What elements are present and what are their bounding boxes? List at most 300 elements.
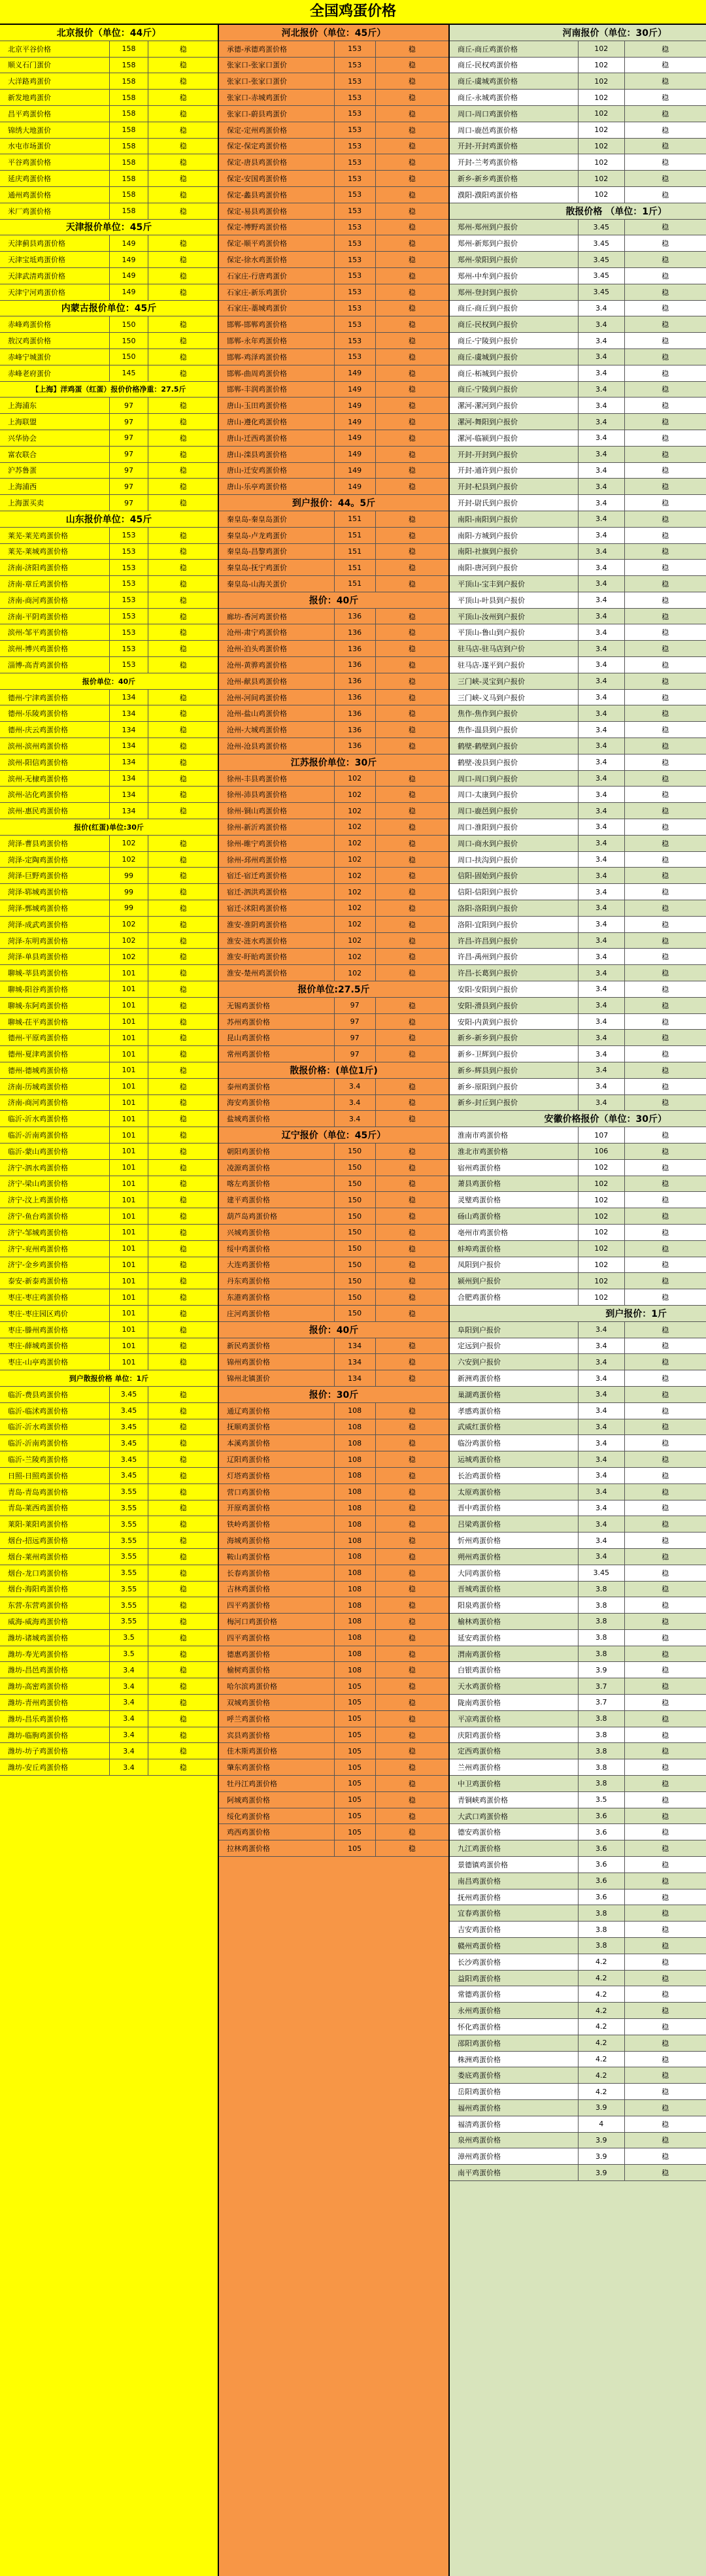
market-name: 潍坊-青州鸡蛋价格	[8, 1698, 68, 1707]
price-row	[219, 1614, 448, 1630]
price-value: 153	[334, 106, 375, 122]
price-row	[450, 479, 706, 495]
market-name: 唐山-迁安鸡蛋价格	[227, 466, 287, 475]
price-value: 102	[578, 1160, 624, 1176]
market-name: 新发地鸡蛋价	[8, 93, 51, 103]
market-name: 六安到户报价	[458, 1358, 501, 1367]
market-name: 滨州-沾化鸡蛋价格	[8, 790, 68, 800]
price-value: 158	[109, 41, 148, 57]
market-name: 德州-庆云鸡蛋价格	[8, 726, 68, 735]
market-name: 长春鸡蛋价格	[227, 1568, 270, 1578]
trend-label: 稳	[375, 1419, 448, 1435]
trend-label: 稳	[148, 900, 218, 916]
market-name: 常德鸡蛋价格	[458, 1990, 501, 1999]
trend-label: 稳	[624, 171, 706, 186]
price-row	[0, 1614, 218, 1630]
market-name: 济南-商河鸡蛋价格	[8, 1098, 68, 1108]
market-name: 阿城鸡蛋价格	[227, 1795, 270, 1805]
price-value: 151	[334, 528, 375, 543]
trend-label: 稳	[148, 252, 218, 267]
price-row	[450, 1582, 706, 1598]
price-value: 153	[334, 58, 375, 73]
trend-label: 稳	[624, 754, 706, 770]
price-row	[450, 609, 706, 625]
price-value: 4.2	[578, 2003, 624, 2018]
market-name: 平顶山-叶县到户报价	[458, 596, 525, 605]
market-name: 牡丹江鸡蛋价格	[227, 1779, 277, 1788]
price-row	[0, 705, 218, 722]
price-row	[450, 139, 706, 155]
price-value: 101	[109, 1062, 148, 1078]
market-name: 聊城-茌平鸡蛋价格	[8, 1017, 68, 1026]
market-name: 太原鸡蛋价格	[458, 1487, 501, 1497]
price-value: 102	[578, 122, 624, 138]
market-name: 邯郸-曲周鸡蛋价格	[227, 369, 287, 378]
trend-label: 稳	[375, 705, 448, 721]
market-name: 昆山鸡蛋价格	[227, 1034, 270, 1043]
price-value: 3.4	[578, 544, 624, 560]
price-value: 3.8	[578, 1646, 624, 1662]
trend-label: 稳	[375, 1533, 448, 1548]
price-value: 3.4	[578, 981, 624, 997]
price-row	[0, 609, 218, 625]
market-name: 济南-历城鸡蛋价格	[8, 1082, 68, 1091]
price-row	[219, 1484, 448, 1500]
price-row	[0, 576, 218, 592]
price-value: 102	[334, 884, 375, 900]
market-name: 赤峰老府蛋价	[8, 369, 51, 378]
trend-label: 稳	[375, 528, 448, 543]
market-name: 商丘-永城鸡蛋价格	[458, 93, 518, 103]
price-row	[219, 447, 448, 463]
price-value: 4.2	[578, 2052, 624, 2067]
price-value: 3.5	[109, 1630, 148, 1646]
price-row	[450, 511, 706, 528]
price-row	[219, 1840, 448, 1857]
price-value: 3.45	[109, 1435, 148, 1451]
price-value: 134	[109, 690, 148, 705]
trend-label: 稳	[624, 544, 706, 560]
trend-label: 稳	[148, 1127, 218, 1143]
price-row	[450, 1257, 706, 1274]
price-value: 3.4	[578, 365, 624, 381]
market-name: 郑州-新郑到户报价	[458, 239, 518, 248]
price-row	[219, 1500, 448, 1517]
market-name: 周口-商水到户报价	[458, 839, 518, 848]
market-name: 济南-商河鸡蛋价格	[8, 596, 68, 605]
trend-label: 稳	[148, 1176, 218, 1192]
price-row	[219, 836, 448, 852]
trend-label: 稳	[148, 544, 218, 560]
price-row	[0, 1257, 218, 1274]
trend-label: 稳	[148, 1468, 218, 1483]
price-row	[450, 301, 706, 317]
price-value: 108	[334, 1565, 375, 1581]
price-row	[219, 252, 448, 268]
trend-label: 稳	[375, 1630, 448, 1646]
price-value: 150	[334, 1306, 375, 1321]
market-name: 上海浦东	[8, 401, 37, 411]
trend-label: 稳	[624, 511, 706, 527]
price-row	[450, 1160, 706, 1176]
market-name: 沧州-大城鸡蛋价格	[227, 726, 287, 735]
trend-label: 稳	[624, 1338, 706, 1354]
price-value: 101	[109, 1160, 148, 1176]
price-row	[0, 1549, 218, 1565]
trend-label: 稳	[148, 1662, 218, 1678]
trend-label: 稳	[148, 933, 218, 949]
price-value: 101	[109, 965, 148, 981]
trend-label: 稳	[624, 657, 706, 673]
price-value: 3.45	[109, 1419, 148, 1435]
price-value: 108	[334, 1484, 375, 1500]
trend-label: 稳	[624, 1273, 706, 1289]
market-name: 天津蓟县鸡蛋价格	[8, 239, 65, 248]
price-row	[219, 1338, 448, 1355]
trend-label: 稳	[624, 1079, 706, 1094]
price-row	[450, 998, 706, 1014]
price-row	[450, 1678, 706, 1695]
market-name: 许昌-许昌到户报价	[458, 936, 518, 945]
price-row	[450, 1079, 706, 1095]
price-value: 158	[109, 171, 148, 186]
price-row	[219, 1743, 448, 1759]
trend-label: 稳	[148, 1306, 218, 1321]
price-row	[0, 1241, 218, 1257]
price-value: 102	[334, 868, 375, 883]
price-value: 101	[109, 1257, 148, 1273]
trend-label: 稳	[375, 722, 448, 737]
trend-label: 稳	[375, 1176, 448, 1192]
trend-label: 稳	[148, 203, 218, 219]
trend-label: 稳	[624, 1954, 706, 1970]
price-value: 3.55	[109, 1614, 148, 1629]
trend-label: 稳	[375, 1840, 448, 1856]
market-name: 四平鸡蛋价格	[227, 1633, 270, 1642]
trend-label: 稳	[375, 252, 448, 267]
trend-label: 稳	[624, 268, 706, 284]
price-value: 3.4	[578, 690, 624, 705]
trend-label: 稳	[375, 1111, 448, 1127]
price-value: 134	[109, 722, 148, 737]
price-value: 3.6	[578, 1890, 624, 1905]
price-row	[219, 673, 448, 690]
price-value: 3.5	[109, 1646, 148, 1662]
price-value: 153	[334, 73, 375, 89]
market-name: 丹东鸡蛋价格	[227, 1277, 270, 1286]
price-value: 3.4	[578, 528, 624, 543]
market-name: 本溪鸡蛋价格	[227, 1439, 270, 1448]
price-row	[450, 1046, 706, 1062]
price-value: 3.4	[578, 868, 624, 883]
market-name: 榆树鸡蛋价格	[227, 1666, 270, 1675]
price-row	[0, 235, 218, 252]
market-name: 济南-济阳鸡蛋价格	[8, 564, 68, 573]
market-name: 德州-平原鸡蛋价格	[8, 1034, 68, 1043]
trend-label: 稳	[148, 1630, 218, 1646]
market-name: 漯河-临颍到户报价	[458, 433, 518, 443]
price-row	[219, 787, 448, 803]
market-name: 鹤壁-鹤壁到户报价	[458, 741, 518, 751]
price-value: 101	[109, 1079, 148, 1094]
trend-label: 稳	[148, 139, 218, 154]
price-row	[450, 576, 706, 592]
price-row	[0, 349, 218, 365]
price-row	[219, 657, 448, 673]
price-row	[0, 1338, 218, 1355]
trend-label: 稳	[148, 1030, 218, 1045]
section-header: 报价：40斤	[219, 1322, 448, 1338]
price-value: 150	[334, 1160, 375, 1176]
price-value: 150	[334, 1176, 375, 1192]
price-row	[0, 1030, 218, 1046]
price-value: 136	[334, 641, 375, 656]
trend-label: 稳	[375, 414, 448, 430]
market-name: 济南-平阴鸡蛋价格	[8, 612, 68, 621]
price-row	[219, 382, 448, 398]
trend-label: 稳	[375, 90, 448, 105]
trend-label: 稳	[624, 220, 706, 235]
trend-label: 稳	[148, 398, 218, 413]
price-row	[450, 917, 706, 933]
trend-label: 稳	[375, 106, 448, 122]
trend-label: 稳	[375, 1208, 448, 1224]
price-value: 3.4	[578, 1387, 624, 1402]
price-value: 102	[578, 106, 624, 122]
price-value: 158	[109, 90, 148, 105]
trend-label: 稳	[624, 1500, 706, 1516]
price-value: 3.6	[578, 1857, 624, 1873]
price-row	[450, 2035, 706, 2052]
price-row	[0, 1289, 218, 1306]
market-name: 宜春鸡蛋价格	[458, 1909, 501, 1918]
trend-label: 稳	[375, 463, 448, 479]
price-row	[450, 1695, 706, 1711]
price-row	[0, 1759, 218, 1776]
trend-label: 稳	[375, 1338, 448, 1354]
price-row	[0, 657, 218, 673]
trend-label: 稳	[375, 398, 448, 413]
market-name: 商丘-商丘鸡蛋价格	[458, 44, 518, 54]
price-value: 102	[334, 917, 375, 932]
trend-label: 稳	[148, 981, 218, 997]
trend-label: 稳	[624, 1403, 706, 1419]
price-row	[219, 235, 448, 252]
market-name: 邯郸-鸡泽鸡蛋价格	[227, 352, 287, 362]
price-value: 102	[578, 90, 624, 105]
price-value: 3.55	[109, 1500, 148, 1516]
price-row	[0, 1306, 218, 1322]
price-row	[219, 609, 448, 625]
price-row	[0, 1095, 218, 1111]
market-name: 潍坊-高密鸡蛋价格	[8, 1682, 68, 1691]
price-value: 3.8	[578, 1630, 624, 1646]
price-row	[0, 1533, 218, 1549]
market-name: 平顶山-汝州到户报价	[458, 612, 525, 621]
price-value: 102	[578, 1192, 624, 1208]
market-name: 兴华协会	[8, 433, 37, 443]
price-value: 153	[109, 544, 148, 560]
market-name: 常州鸡蛋价格	[227, 1050, 270, 1059]
price-value: 3.8	[578, 1922, 624, 1937]
trend-label: 稳	[624, 2116, 706, 2132]
market-name: 大洋路鸡蛋价	[8, 77, 51, 86]
price-value: 4.2	[578, 2084, 624, 2099]
price-row	[219, 933, 448, 949]
price-row	[0, 1743, 218, 1759]
price-value: 3.9	[578, 2100, 624, 2116]
price-value: 3.45	[578, 284, 624, 300]
trend-label: 稳	[624, 2019, 706, 2035]
trend-label: 稳	[375, 1306, 448, 1321]
market-name: 凌源鸡蛋价格	[227, 1163, 270, 1172]
market-name: 德州-夏津鸡蛋价格	[8, 1050, 68, 1059]
price-value: 102	[334, 787, 375, 802]
trend-label: 稳	[148, 365, 218, 381]
price-value: 3.4	[578, 705, 624, 721]
market-name: 天津宝坻鸡蛋价格	[8, 256, 65, 265]
trend-label: 稳	[624, 447, 706, 462]
section-header: 河南报价（单位：30斤）	[450, 25, 706, 41]
price-value: 150	[334, 1273, 375, 1289]
price-row	[219, 1241, 448, 1257]
trend-label: 稳	[148, 1225, 218, 1240]
trend-label: 稳	[624, 1759, 706, 1775]
trend-label: 稳	[624, 787, 706, 802]
price-value: 105	[334, 1711, 375, 1727]
price-value: 3.8	[578, 1938, 624, 1954]
trend-label: 稳	[624, 900, 706, 916]
price-value: 3.6	[578, 1840, 624, 1856]
price-value: 3.4	[578, 1451, 624, 1467]
price-value: 3.4	[109, 1695, 148, 1710]
price-row	[450, 1127, 706, 1144]
trend-label: 稳	[624, 771, 706, 787]
price-row	[219, 1792, 448, 1808]
price-value: 3.6	[578, 1824, 624, 1840]
trend-label: 稳	[148, 187, 218, 203]
market-name: 唐山-迁西鸡蛋价格	[227, 433, 287, 443]
price-value: 134	[334, 1370, 375, 1386]
price-value: 4.2	[578, 1954, 624, 1970]
price-value: 108	[334, 1630, 375, 1646]
price-value: 3.4	[578, 511, 624, 527]
market-name: 通辽鸡蛋价格	[227, 1406, 270, 1415]
market-name: 洛阳-洛阳到户报价	[458, 904, 518, 913]
trend-label: 稳	[375, 1403, 448, 1419]
price-value: 101	[109, 1208, 148, 1224]
price-value: 3.4	[109, 1759, 148, 1775]
trend-label: 稳	[148, 1144, 218, 1159]
price-value: 3.4	[578, 1095, 624, 1111]
price-row	[450, 1273, 706, 1289]
price-row	[450, 1451, 706, 1468]
market-name: 邯郸-丰润鸡蛋价格	[227, 385, 287, 394]
trend-label: 稳	[375, 560, 448, 575]
price-value: 153	[334, 154, 375, 170]
market-name: 新洲鸡蛋价格	[458, 1374, 501, 1383]
trend-label: 稳	[624, 2035, 706, 2051]
trend-label: 稳	[148, 1014, 218, 1030]
trend-label: 稳	[624, 641, 706, 656]
price-value: 153	[334, 284, 375, 300]
price-value: 97	[334, 998, 375, 1013]
trend-label: 稳	[624, 624, 706, 640]
price-row	[450, 657, 706, 673]
trend-label: 稳	[148, 560, 218, 575]
trend-label: 稳	[148, 998, 218, 1013]
trend-label: 稳	[375, 203, 448, 219]
market-name: 洛阳-宜阳到户报价	[458, 920, 518, 929]
market-name: 烟台-招远鸡蛋价格	[8, 1536, 68, 1545]
market-name: 烟台-海阳鸡蛋价格	[8, 1585, 68, 1594]
market-name: 通州鸡蛋价格	[8, 190, 51, 199]
trend-label: 稳	[148, 1095, 218, 1111]
price-value: 3.4	[578, 609, 624, 624]
trend-label: 稳	[148, 1614, 218, 1629]
price-value: 3.8	[578, 1597, 624, 1613]
price-row	[219, 1468, 448, 1484]
price-value: 153	[109, 528, 148, 543]
trend-label: 稳	[624, 1451, 706, 1467]
price-value: 102	[109, 949, 148, 964]
market-name: 德惠鸡蛋价格	[227, 1650, 270, 1659]
price-row	[450, 1484, 706, 1500]
trend-label: 稳	[624, 933, 706, 949]
trend-label: 稳	[624, 1030, 706, 1045]
price-value: 3.55	[109, 1484, 148, 1500]
price-value: 3.4	[578, 1419, 624, 1435]
section-header: 北京报价（单位：44斤）	[0, 25, 218, 41]
price-value: 3.4	[578, 414, 624, 430]
market-name: 平顶山-宝丰到户报价	[458, 579, 525, 588]
market-name: 辽阳鸡蛋价格	[227, 1455, 270, 1465]
section-header: 【上海】洋鸡蛋（红蛋）报价价格净重：27.5斤	[0, 382, 218, 398]
price-row	[450, 705, 706, 722]
price-value: 97	[109, 398, 148, 413]
price-value: 101	[109, 1322, 148, 1338]
price-row	[0, 1225, 218, 1241]
price-value: 158	[109, 139, 148, 154]
price-value: 97	[109, 479, 148, 494]
price-value: 102	[578, 1208, 624, 1224]
price-value: 151	[334, 544, 375, 560]
price-row	[219, 1435, 448, 1451]
trend-label: 稳	[375, 673, 448, 689]
price-value: 3.4	[578, 738, 624, 754]
price-row	[219, 1549, 448, 1565]
market-name: 抚顺鸡蛋价格	[227, 1423, 270, 1432]
trend-label: 稳	[624, 1905, 706, 1921]
price-row	[219, 1662, 448, 1678]
price-value: 99	[109, 868, 148, 883]
price-row	[450, 884, 706, 900]
market-name: 菏泽-定陶鸡蛋价格	[8, 855, 68, 864]
market-name: 聊城-莘县鸡蛋价格	[8, 969, 68, 978]
trend-label: 稳	[375, 1565, 448, 1581]
market-name: 菏泽-郓城鸡蛋价格	[8, 888, 68, 897]
trend-label: 稳	[624, 1533, 706, 1548]
trend-label: 稳	[624, 1662, 706, 1678]
trend-label: 稳	[624, 316, 706, 332]
price-value: 153	[334, 301, 375, 316]
trend-label: 稳	[375, 58, 448, 73]
price-row	[450, 690, 706, 706]
price-row	[450, 1468, 706, 1484]
market-name: 新乡-辉县到户报价	[458, 1066, 518, 1075]
price-value: 158	[109, 187, 148, 203]
price-row	[0, 1176, 218, 1193]
